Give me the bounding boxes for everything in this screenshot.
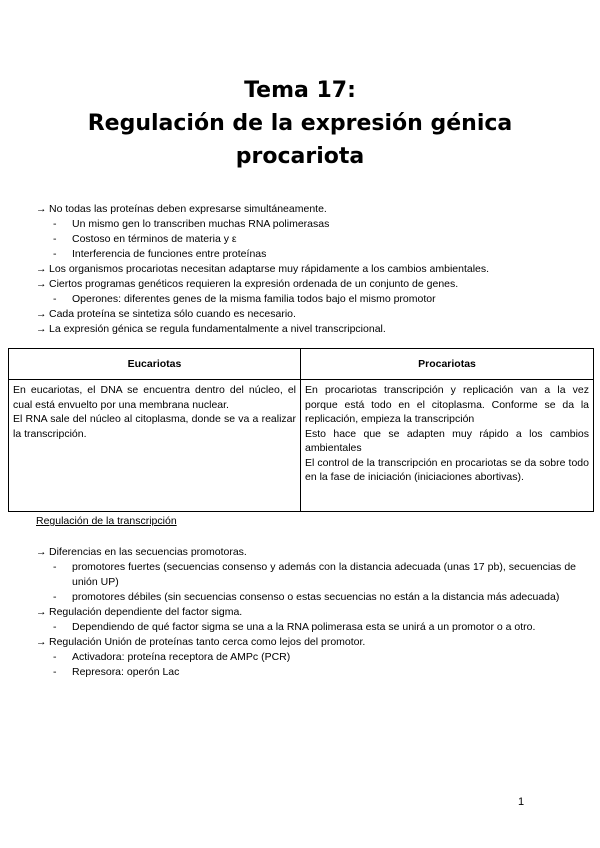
list-item <box>36 620 576 635</box>
title-line-3: procariota <box>235 144 365 169</box>
arrow-icon: → <box>36 323 47 335</box>
list-item-text: Represora: operón Lac <box>72 666 180 678</box>
header-procariotas: Procariotas <box>301 349 594 380</box>
list-item <box>36 262 576 277</box>
list-item-text: promotores fuertes (secuencias consenso y además con la distancia adecuada (unas 17 pb), secuencias de unión UP) <box>72 561 576 588</box>
list-item-text: Ciertos programas genéticos requieren la expresión ordenada de un conjunto de genes. <box>49 278 459 290</box>
arrow-icon: → <box>36 278 47 290</box>
list-item <box>36 650 576 665</box>
list-item <box>36 277 576 292</box>
dash-bullet: - <box>53 561 57 573</box>
list-item <box>36 322 576 337</box>
dash-bullet: - <box>53 621 57 633</box>
dash-bullet: - <box>53 651 57 663</box>
section-heading: Regulación de la transcripción <box>36 515 177 527</box>
list-item <box>36 292 576 307</box>
list-item-text: Activadora: proteína receptora de AMPc (PCR) <box>72 651 291 663</box>
arrow-icon: → <box>36 308 47 320</box>
arrow-icon: → <box>36 546 47 558</box>
list-item <box>36 665 576 680</box>
list-item-text: Regulación dependiente del factor sigma. <box>49 606 243 618</box>
list-item-text: Los organismos procariotas necesitan adaptarse muy rápidamente a los cambios ambientales. <box>49 263 490 275</box>
list-item-text: Costoso en términos de materia y ε <box>72 233 237 245</box>
list-item-text: Regulación Unión de proteínas tanto cerca como lejos del promotor. <box>49 636 366 648</box>
dash-bullet: - <box>53 666 57 678</box>
table-header-row <box>9 349 594 380</box>
cell-procariotas <box>301 380 594 512</box>
table-row <box>9 380 594 512</box>
intro-list <box>36 202 576 337</box>
cell-text: El control de la transcripción en procariotas se da sobre todo en la fase de iniciación (iniciaciones abortivas). <box>305 456 589 483</box>
dash-bullet: - <box>53 248 57 260</box>
list-item-text: Cada proteína se sintetiza sólo cuando es necesario. <box>49 308 296 320</box>
dash-bullet: - <box>53 293 57 305</box>
dash-bullet: - <box>53 591 57 603</box>
list-item-text: Operones: diferentes genes de la misma familia todos bajo el mismo promotor <box>72 293 436 305</box>
dash-bullet: - <box>53 218 57 230</box>
header-eucariotas: Eucariotas <box>9 349 301 380</box>
list-item <box>36 605 576 620</box>
arrow-icon: → <box>36 606 47 618</box>
title-line-1: Tema 17: <box>244 78 356 103</box>
list-item <box>36 635 576 650</box>
list-item <box>36 232 576 247</box>
list-item-text: No todas las proteínas deben expresarse simultáneamente. <box>49 203 327 215</box>
dash-bullet: - <box>53 233 57 245</box>
title-line-2: Regulación de la expresión génica <box>87 111 513 136</box>
arrow-icon: → <box>36 263 47 275</box>
page-title <box>0 74 600 173</box>
list-item-text: La expresión génica se regula fundamentalmente a nivel transcripcional. <box>49 323 386 335</box>
list-item <box>36 217 576 232</box>
cell-text: Esto hace que se adapten muy rápido a los cambios ambientales <box>305 427 589 454</box>
page-number: 1 <box>518 796 525 808</box>
list-item-text: Un mismo gen lo transcriben muchas RNA polimerasas <box>72 218 330 230</box>
arrow-icon: → <box>36 203 47 215</box>
list-item-text: promotores débiles (sin secuencias consenso o estas secuencias no están a la distancia más adecuada) <box>72 591 560 603</box>
list-item <box>36 307 576 322</box>
list-item-text: Interferencia de funciones entre proteínas <box>72 248 267 260</box>
list-item-text: Diferencias en las secuencias promotoras. <box>49 546 247 558</box>
cell-text: En eucariotas, el DNA se encuentra dentro del núcleo, el cual está envuelto por una membrana nuclear. <box>13 384 296 411</box>
regulation-list <box>36 545 576 680</box>
arrow-icon: → <box>36 636 47 648</box>
cell-eucariotas <box>9 380 301 512</box>
list-item <box>36 247 576 262</box>
cell-text: En procariotas transcripción y replicación van a la vez porque está todo en el citoplasma. Conforme se da la replicación, empieza la transcripción <box>305 384 589 425</box>
cell-text: El RNA sale del núcleo al citoplasma, donde se va a realizar la transcripción. <box>13 413 296 440</box>
list-item <box>36 590 576 605</box>
list-item <box>36 560 576 590</box>
comparison-table <box>8 348 594 512</box>
list-item <box>36 202 576 217</box>
list-item <box>36 545 576 560</box>
list-item-text: Dependiendo de qué factor sigma se una a la RNA polimerasa esta se unirá a un promotor o a otro. <box>72 621 536 633</box>
